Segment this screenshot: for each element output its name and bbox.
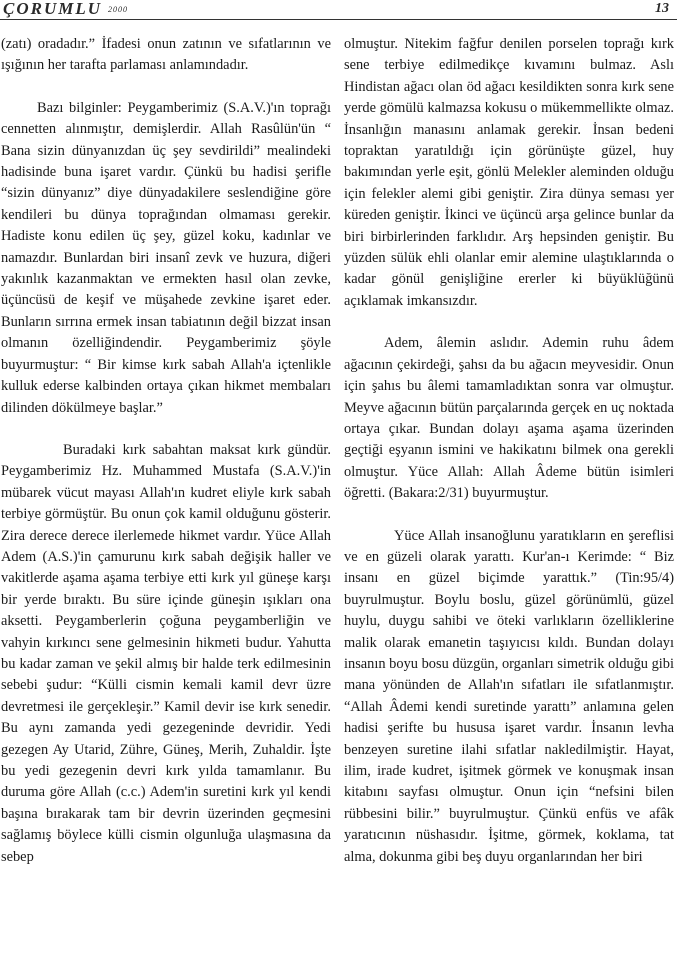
paragraph: olmuştur. Nitekim fağfur denilen porselen toprağı kırk sene terbiye edilmedikçe kıvamını bulmaz. Aslı Hindistan ağacı olan öd ağacı kesildikten sonra kırk sene yerde gömülü kalmazsa kokusu o mükemmellikte olmaz. İnsanlığın manasını anlamak gerekir. İnsan bedeni topraktan yaratıldığı için görünüşte güzel, huy bakımından yerle eşit, gönlü Melekler aleminden olduğu için felekler alemi gibi geniştir. Zira dünya seması yer küreden geniştir. İkinci ve üçüncü arşa gelince bunlar da biri birbirlerinden farklıdır. Arş hepsinden geniştir. Bu yüzden sülük ehli olanlar emir alemine ulaştıklarında o kadar gönül genişliğine ererler ki büyüklüğünü açıklamak imkansızdır. (344, 36, 674, 309)
header-rule (0, 19, 677, 20)
left-column (1, 34, 331, 868)
magazine-year: 2000 (108, 5, 129, 15)
magazine-title (3, 0, 128, 19)
paragraph: Adem, âlemin aslıdır. Ademin ruhu âdem ağacının çekirdeği, şahsı da bu ağacın meyvesidir. Onun için şahıs bu âlemi tamamladıktan sonra var olmuştur. Meyve ağacının bütün parçalarında gerçek en uç noktada ortaya çıkar. Bundan dolayı aşama aşama üzerinden geçtiği eşyanın ismini ve hakikatını bilmek ona gerekli olmuştur. Yüce Allah: Allah Âdeme bütün isimleri öğretti. (Bakara:2/31) buyurmuştur. (344, 335, 674, 502)
page-header (0, 0, 677, 20)
magazine-name: ÇORUMLU (3, 0, 103, 18)
paragraph: Bazı bilginler: Peygamberimiz (S.A.V.)'ın toprağı cennetten alınmıştır, demişlerdir. Allah Rasûlün'ün “ Bana sizin dünyanızdan üç şey sevdirildi” mealindeki hadisinde buna işaret vardır. Çünkü bu hadisi şerifle “sizin dünyanız” diye dünyadakilere seslendiğine göre kendileri bu dünya toprağından olmaması gerekir. Hadiste konu edilen üç şey, güzel koku, kadınlar ve namazdır. Bunlardan biri insanî zevk ve huzura, diğeri yakınlık kazanmaktan ve ermekten hasıl olan zevke, üçüncüsü de keşif ve müşahede zevkine işaret eder. Bunların sırrına ermek insan tabiatının değil bizzat insan olmanın özelliğindendir. Peygamberimiz şöyle buyurmuştur: “ Bir kimse kırk sabah Allah'a içtenlikle kulluk ederse kalbinden ortaya çıkan hikmet membaları dilinden dökülmeye başlar.” (1, 99, 331, 416)
paragraph: Buradaki kırk sabahtan maksat kırk gündür. Peygamberimiz Hz. Muhammed Mustafa (S.A.V.)'in mübarek vücut mayası Allah'ın kudret eliyle kırk sabah terbiye görmüştür. Bu onun çok kamil olduğunu gösterir. Zira derece derece ilerlemede hikmet vardır. Yüce Allah Adem (A.S.)'in çamurunu kırk sabah değişik haller ve vakitlerde aşama aşama terbiye etti kırk yıl güneşe karşı bir yerde bıraktı. Bu süre içinde güneşin ışıkları ona aksetti. Peygamberlerin çoğuna peygamberliğin ve vahyin kırkıncı sene gelmesinin hikmeti budur. Yahutta bu kadar zaman ve şekil almış bir halde terk edilmesinin sebebi şudur: “Külli cismin kemali kamil devr üzre devretmesi ile gerçekleşir.” Kamil devir ise kırk senedir. Bu aynı zamanda yedi gezegeninde devridir. Yedi gezegen Ay Utarid, Zühre, Güneş, Merih, Zuhaldir. İşte bu yedi gezegenin devri kırk yılda tamamlanır. Bu duruma göre Allah (c.c.) Adem'in suretini kırk yıl kendi başına bırakarak tam bir devrin üzerinden geçmesini sağlamış böylece külli cismin olgunluğa ulaşmasına da sebep (1, 441, 331, 865)
paragraph: Yüce Allah insanoğlunu yaratıkların en şereflisi ve en güzeli olarak yarattı. Kur'an-ı Kerimde: “ Biz insanı en güzel biçimde yarattık.” (Tin:95/4) buyrulmuştur. Boylu boslu, güzel görünümlü, güzel huylu, duygu sahibi ve öteki varlıkların özelliklerine malik olarak emanetin taşıyıcısı kıldı. Bundan dolayı insanın boyu bosu düzgün, organları simetrik olduğu gibi mana yönünden de Allah'ın sıfatları ile sıfatlanmıştır. “Allah Âdemi kendi suretinde yarattı” anlamına gelen hadisi şerifte bu hususa işaret vardır. İnsanın levha benzeyen suretine ilahi sıfatlar nakledilmiştir. Hayat, ilim, irade kudret, işitmek görmek ve konuşmak insan kitabını sayfası olmuştur. Onun için “nefsini bilen rübbesini bilir.” buyrulmuştur. Çünkü enfüs ve afâk yaratıcının nüshasıdır. İşitme, görmek, koklama, tat alma, dokunma gibi beş duyu organlarından her biri (344, 527, 674, 865)
paragraph: (zatı) oradadır.” İfadesi onun zatının ve sıfatlarının ve ışığının her tarafta parlaması anlamındadır. (1, 36, 331, 74)
right-column (344, 34, 674, 868)
page-number: 13 (655, 1, 669, 16)
